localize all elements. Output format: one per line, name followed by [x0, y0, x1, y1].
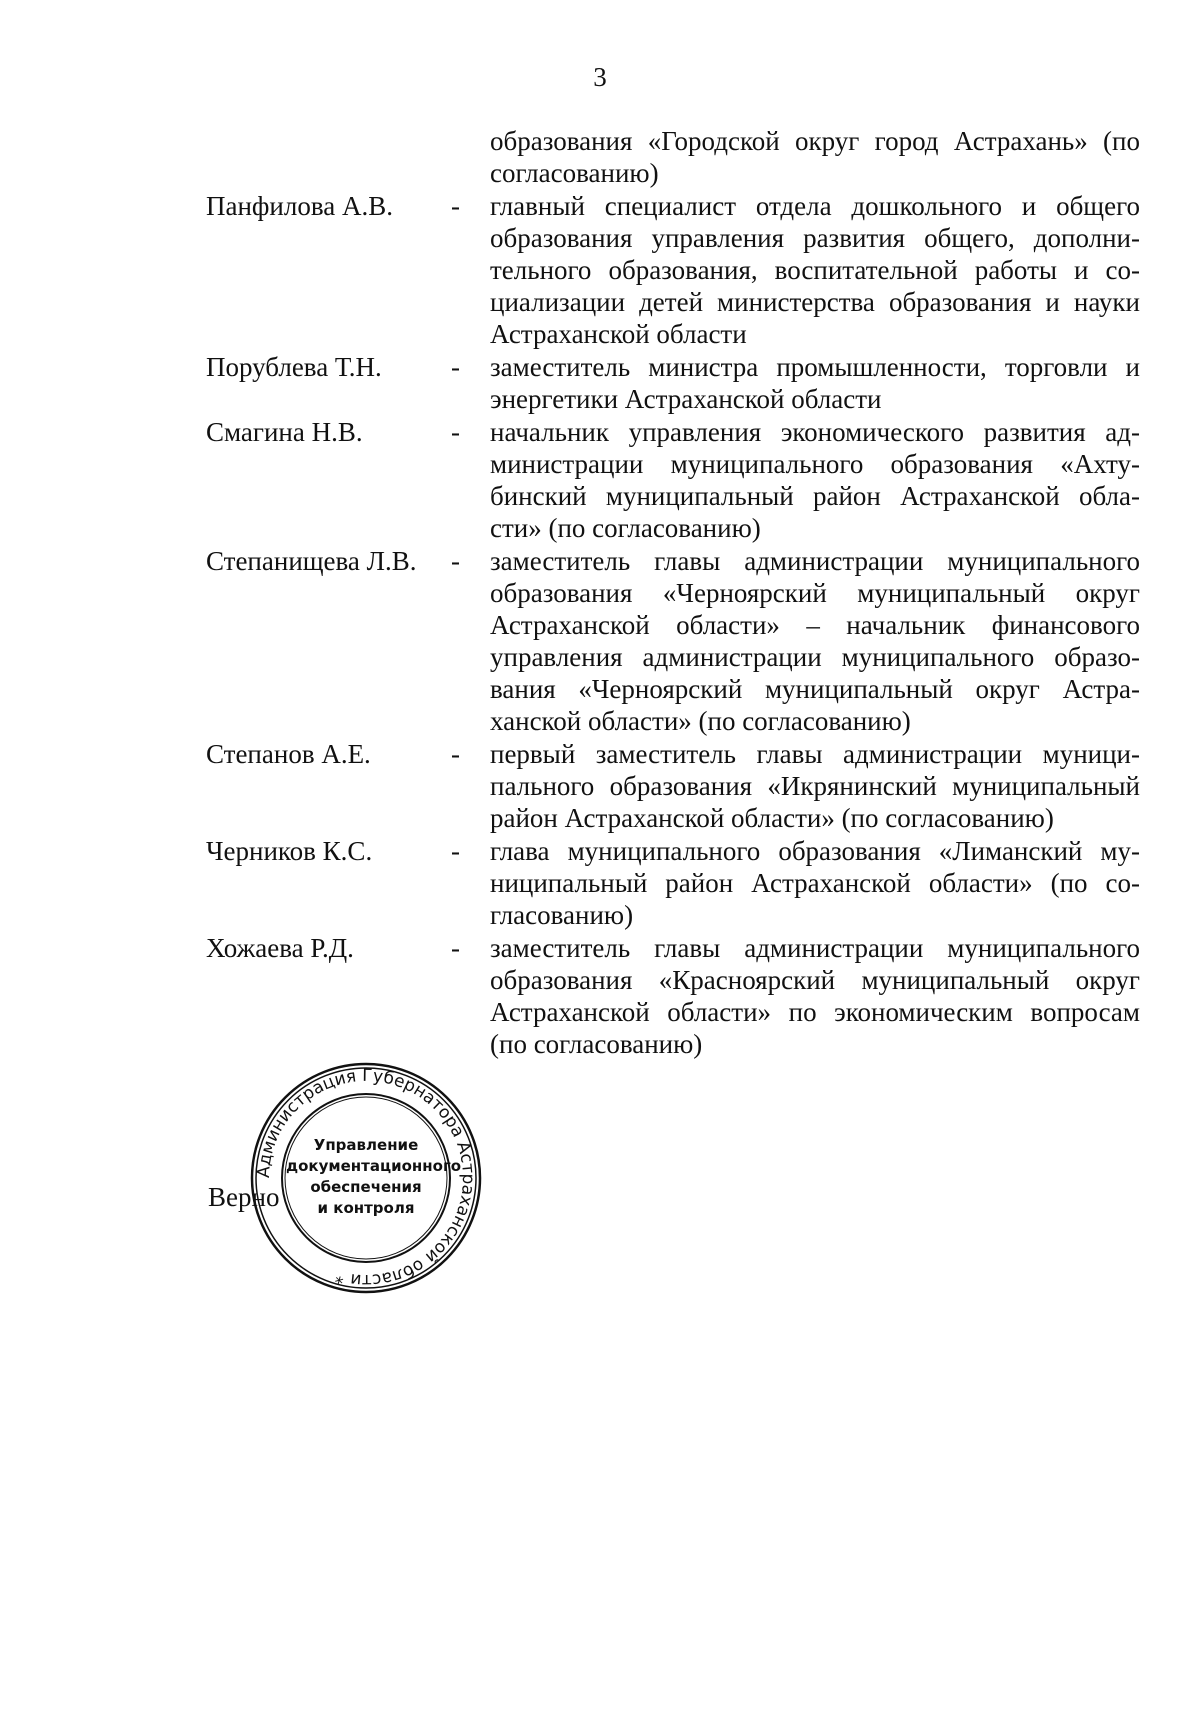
verno-label: Верно	[208, 1182, 280, 1212]
member-dash: -	[451, 417, 460, 447]
member-role: начальник управления экономического развития ад-министрации муниципального образования «Ахту-бинский муниципальный район Астраханской обла-сти» (по согласованию)	[490, 417, 1140, 543]
official-stamp	[248, 1060, 484, 1296]
member-name: Черников К.С.	[206, 836, 373, 866]
member-dash: -	[451, 933, 460, 963]
member-name: Порублева Т.Н.	[206, 352, 382, 382]
member-name: Степанищева Л.В.	[206, 546, 417, 576]
member-row	[206, 351, 1140, 415]
member-row	[206, 932, 1140, 1060]
member-row	[206, 416, 1140, 544]
member-role: заместитель главы администрации муниципального образования «Черноярский муниципальный округ Астраханской области» – начальник финансового управления администрации муниципального образо-вания «Черноярский муниципальный округ Астра-ханской области» (по согласованию)	[490, 546, 1140, 736]
member-name: Панфилова А.В.	[206, 191, 393, 221]
member-dash: -	[451, 546, 460, 576]
member-row	[206, 190, 1140, 350]
member-dash: -	[451, 836, 460, 866]
member-row	[206, 545, 1140, 737]
member-dash: -	[451, 352, 460, 382]
member-row	[206, 835, 1140, 931]
members-list	[206, 190, 1140, 1060]
stamp-line: обеспечения	[310, 1178, 422, 1196]
stamp-center-text	[286, 1135, 462, 1219]
page-number: 3	[593, 62, 607, 92]
member-role: заместитель главы администрации муниципального образования «Красноярский муниципальный округ Астраханской области» по экономическим вопросам (по согласованию)	[490, 933, 1140, 1059]
continuation-text: образования «Городской округ город Астрахань» (по согласованию)	[490, 126, 1140, 188]
member-dash: -	[451, 739, 460, 769]
stamp-line: Управление	[313, 1136, 419, 1154]
stamp-line: документационного	[286, 1157, 462, 1175]
member-name: Степанов А.Е.	[206, 739, 371, 769]
member-role: первый заместитель главы администрации муници-пального образования «Икрянинский муниципальный район Астраханской области» (по согласованию)	[490, 739, 1140, 833]
stamp-line: и контроля	[317, 1199, 415, 1217]
stamp-ring-text: Администрация Губернатора Астраханской области *	[253, 1065, 479, 1291]
member-role: главный специалист отдела дошкольного и общего образования управления развития общего, дополни-тельного образования, воспитательной работы и со-циализации детей министерства образования и науки Астраханской области	[490, 191, 1140, 349]
member-role: глава муниципального образования «Лиманский му-ниципальный район Астраханской области» (по со-гласованию)	[490, 836, 1140, 930]
member-name: Смагина Н.В.	[206, 417, 363, 447]
member-dash: -	[451, 191, 460, 221]
member-role: заместитель министра промышленности, торговли и энергетики Астраханской области	[490, 352, 1140, 414]
member-name: Хожаева Р.Д.	[206, 933, 354, 963]
member-row	[206, 738, 1140, 834]
